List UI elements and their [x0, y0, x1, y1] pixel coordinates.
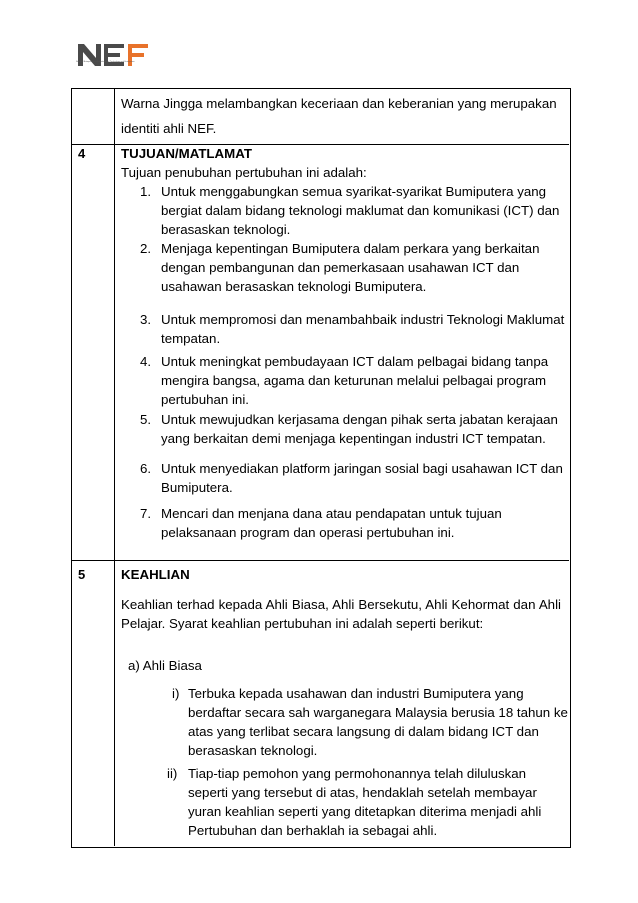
list-item-line: Bumiputera.: [161, 480, 233, 495]
section-intro: Keahlian terhad kepada Ahli Biasa, Ahli Bersekutu, Ahli Kehormat dan Ahli Pelajar. Syarat keahlian pertubuhan ini adalah seperti berikut:: [121, 597, 561, 631]
list-item-number: 5.: [140, 412, 152, 427]
list-item: [161, 459, 563, 497]
row-number: 4: [78, 146, 86, 161]
list-item-number: 3.: [140, 312, 152, 327]
list-item: [161, 310, 564, 348]
list-item: [161, 410, 558, 448]
list-item: [161, 352, 548, 409]
sub-item-number: i): [172, 686, 180, 701]
list-item-line: pelaksanaan program dan operasi pertubuhan ini.: [161, 525, 455, 540]
list-item-line: bergiat dalam bidang teknologi maklumat dan komunikasi (ICT) dan: [161, 203, 560, 218]
sub-item-line: Pertubuhan dan berhaklah ia sebagai ahli.: [188, 823, 438, 838]
section-intro: Tujuan penubuhan pertubuhan ini adalah:: [121, 165, 367, 180]
list-item-line: Untuk mempromosi dan menambahbaik industri Teknologi Maklumat: [161, 312, 565, 327]
list-item-line: berasaskan teknologi.: [161, 222, 291, 237]
list-item-number: 2.: [140, 241, 152, 256]
list-item-line: Untuk menggabungkan semua syarikat-syarikat Bumiputera yang: [161, 184, 547, 199]
logo-subtitle: National Entrepreneurs Foundation of Technology and Enterprises: [76, 61, 135, 63]
sub-item-line: atas yang terlibat secara langsung di dalam bidang ICT dan: [188, 724, 539, 739]
sub-item-number: ii): [167, 766, 178, 781]
list-item-line: tempatan.: [161, 331, 221, 346]
list-item: [161, 239, 539, 296]
list-item-line: Untuk menyediakan platform jaringan sosial bagi usahawan ICT dan: [161, 461, 563, 476]
list-item-line: Menjaga kepentingan Bumiputera dalam perkara yang berkaitan: [161, 241, 540, 256]
column-divider: [114, 88, 115, 846]
sub-item-line: seperti yang tersebut di atas, hendaklah setelah membayar: [188, 785, 537, 800]
list-item: [161, 504, 502, 542]
list-item-line: yang berkaitan demi menjaga kepentingan industri ICT tempatan.: [161, 431, 546, 446]
section-heading: TUJUAN/MATLAMAT: [121, 146, 252, 161]
list-item-line: Untuk mewujudkan kerjasama dengan pihak serta jabatan kerajaan: [161, 412, 558, 427]
list-item-line: pertubuhan ini.: [161, 392, 249, 407]
sub-item-line: Tiap-tiap pemohon yang permohonannya telah diluluskan: [188, 766, 527, 781]
sub-item-line: yuran keahlian seperti yang ditetapkan diterima menjadi ahli: [188, 804, 542, 819]
section-heading: KEAHLIAN: [121, 567, 190, 582]
nef-logo: [76, 42, 172, 72]
sub-item: [188, 764, 541, 840]
list-item-line: dengan pembangunan dan pemerkasaan usahawan ICT dan: [161, 260, 520, 275]
sub-item-line: berdaftar secara sah warganegara Malaysia berusia 18 tahun ke: [188, 705, 568, 720]
sub-item-line: Terbuka kepada usahawan dan industri Bumiputera yang: [188, 686, 524, 701]
paragraph-line: Warna Jingga melambangkan keceriaan dan keberanian yang merupakan: [121, 96, 557, 111]
list-item-line: Untuk meningkat pembudayaan ICT dalam pelbagai bidang tanpa: [161, 354, 549, 369]
row-divider: [71, 560, 569, 561]
list-item-number: 4.: [140, 354, 152, 369]
list-item-number: 1.: [140, 184, 152, 199]
list-item: [161, 182, 559, 239]
list-item-line: mengira bangsa, agama dan keturunan melalui pelbagai program: [161, 373, 547, 388]
list-item-number: 7.: [140, 506, 152, 521]
membership-type-label: a) Ahli Biasa: [128, 658, 202, 673]
sub-item-line: berasaskan teknologi.: [188, 743, 318, 758]
row-number: 5: [78, 567, 86, 582]
list-item-line: Mencari dan menjana dana atau pendapatan untuk tujuan: [161, 506, 502, 521]
paragraph-line: identiti ahli NEF.: [121, 121, 217, 136]
list-item-line: usahawan berasaskan teknologi Bumiputera.: [161, 279, 427, 294]
list-item-number: 6.: [140, 461, 152, 476]
sub-item: [188, 684, 568, 760]
